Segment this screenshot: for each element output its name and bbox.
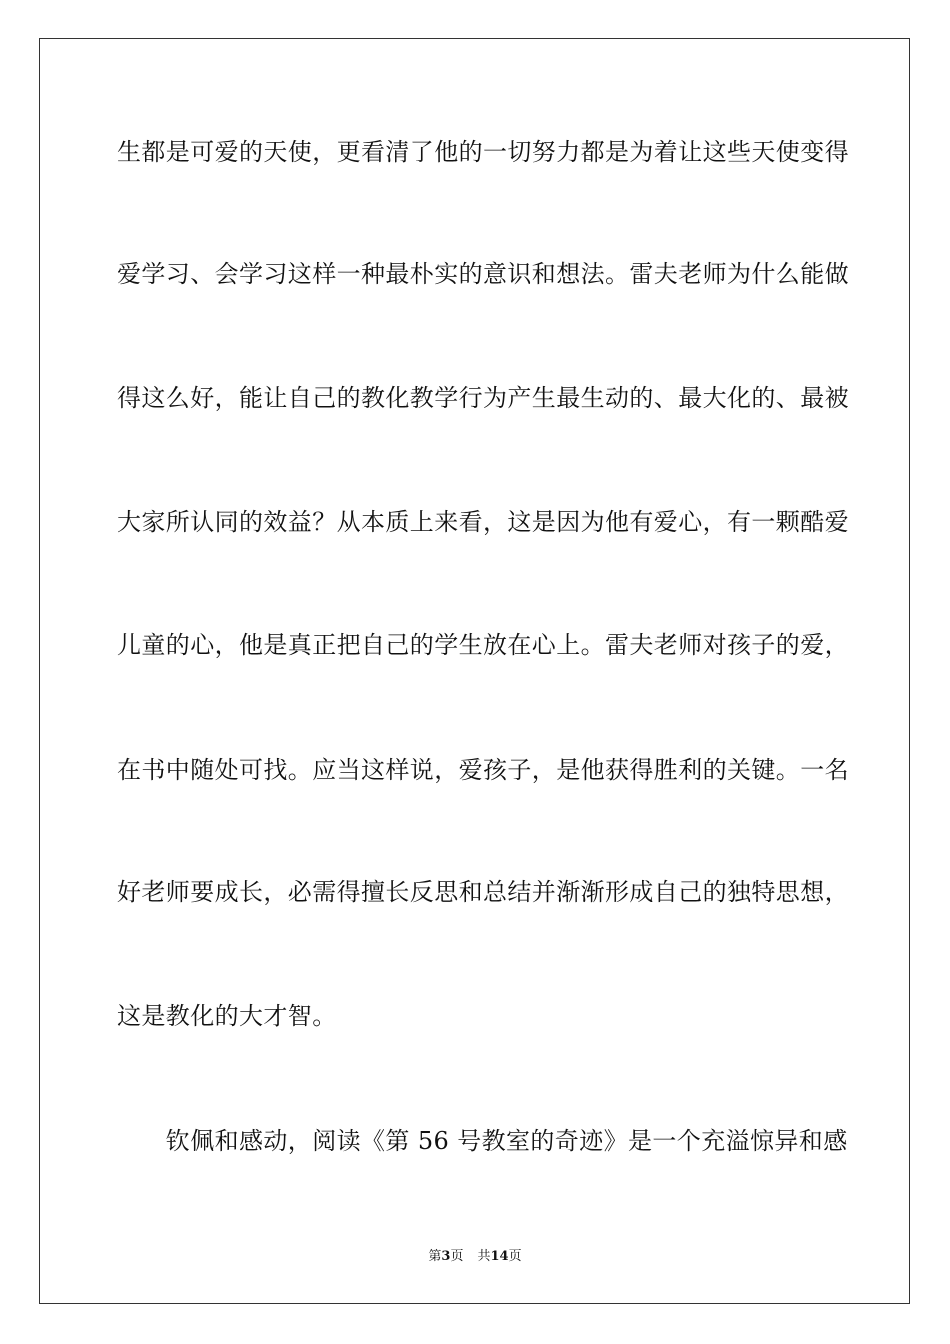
- page-footer: [0, 1248, 950, 1266]
- body-text-line-5: 儿童的心，他是真正把自己的学生放在心上。雷夫老师对孩子的爱，: [117, 631, 849, 659]
- footer-page-number: 3: [441, 1249, 451, 1264]
- body-text-line-7: 好老师要成长，必需得擅长反思和总结并渐渐形成自己的独特思想，: [117, 878, 849, 906]
- footer-total-suffix: 页: [508, 1249, 522, 1264]
- footer-page-suffix: 页: [450, 1249, 464, 1264]
- body-text-line-6: 在书中随处可找。应当这样说，爱孩子，是他获得胜利的关键。一名: [117, 756, 849, 784]
- footer-page-prefix: 第: [428, 1249, 442, 1264]
- body-text-line-8: 这是教化的大才智。: [117, 1002, 337, 1030]
- body-text-line-4: 大家所认同的效益？从本质上来看，这是因为他有爱心，有一颗酷爱: [117, 508, 849, 536]
- page-frame: [39, 38, 910, 1304]
- body-text-line-1: 生都是可爱的天使，更看清了他的一切努力都是为着让这些天使变得: [117, 138, 849, 166]
- paragraph-start-line: 钦佩和感动，阅读《第 56 号教室的奇迹》是一个充溢惊异和感: [117, 1127, 848, 1155]
- footer-total-pages: 14: [490, 1249, 509, 1264]
- body-text-line-2: 爱学习、会学习这样一种最朴实的意识和想法。雷夫老师为什么能做: [117, 260, 849, 288]
- body-text-line-3: 得这么好，能让自己的教化教学行为产生最生动的、最大化的、最被: [117, 384, 849, 412]
- footer-total-prefix: 共: [477, 1249, 491, 1264]
